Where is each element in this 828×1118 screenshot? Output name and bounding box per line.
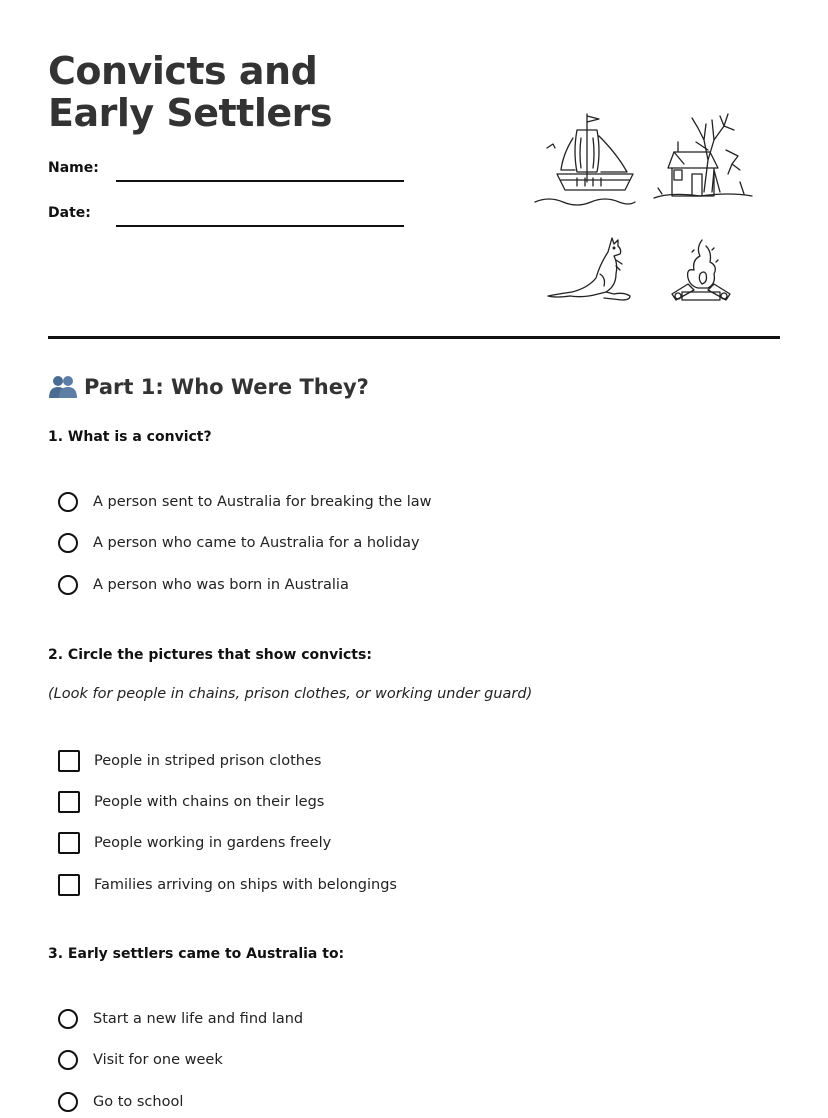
radio-button[interactable] <box>58 1050 78 1070</box>
people-icon <box>48 374 78 400</box>
checkbox[interactable] <box>58 832 80 854</box>
option-label: People in striped prison clothes <box>94 753 322 769</box>
q1-option-3[interactable] <box>58 575 349 595</box>
name-label: Name: <box>48 160 99 176</box>
q3-option-1[interactable] <box>58 1009 303 1029</box>
checkbox[interactable] <box>58 750 80 772</box>
worksheet-title: Convicts and Early Settlers <box>48 49 332 135</box>
radio-button[interactable] <box>58 492 78 512</box>
q3-option-2[interactable] <box>58 1050 223 1070</box>
checkbox[interactable] <box>58 791 80 813</box>
q1-option-2[interactable] <box>58 533 420 553</box>
question-1: 1. What is a convict? <box>48 429 212 445</box>
option-label: A person who came to Australia for a holiday <box>93 535 420 551</box>
q1-option-1[interactable] <box>58 492 432 512</box>
option-label: People with chains on their legs <box>94 794 325 810</box>
option-label: A person sent to Australia for breaking the law <box>93 494 432 510</box>
q2-option-1[interactable] <box>58 750 321 772</box>
radio-button[interactable] <box>58 575 78 595</box>
radio-button[interactable] <box>58 533 78 553</box>
q2-option-3[interactable] <box>58 832 331 854</box>
question-3: 3. Early settlers came to Australia to: <box>48 946 345 962</box>
option-label: Start a new life and find land <box>93 1011 304 1027</box>
question-2: 2. Circle the pictures that show convicts: <box>48 647 372 663</box>
q3-option-3[interactable] <box>58 1092 183 1112</box>
section-divider <box>48 336 780 339</box>
checkbox[interactable] <box>58 874 80 896</box>
option-label: A person who was born in Australia <box>93 577 349 593</box>
part-1-heading <box>48 374 369 400</box>
kangaroo-icon <box>544 234 636 302</box>
sailing-ship-icon <box>533 108 638 212</box>
date-line[interactable] <box>116 225 404 227</box>
date-label: Date: <box>48 205 91 221</box>
name-line[interactable] <box>116 180 404 182</box>
option-label: Families arriving on ships with belongings <box>94 877 397 893</box>
radio-button[interactable] <box>58 1009 78 1029</box>
option-label: Visit for one week <box>93 1052 223 1068</box>
house-with-tree-icon <box>640 110 755 204</box>
radio-button[interactable] <box>58 1092 78 1112</box>
option-label: Go to school <box>93 1094 184 1110</box>
q2-option-4[interactable] <box>58 874 397 896</box>
question-2-hint: (Look for people in chains, prison clothes, or working under guard) <box>48 686 533 702</box>
campfire-icon <box>668 238 734 306</box>
option-label: People working in gardens freely <box>94 835 332 851</box>
part-1-heading-text: Part 1: Who Were They? <box>84 375 369 399</box>
q2-option-2[interactable] <box>58 791 324 813</box>
